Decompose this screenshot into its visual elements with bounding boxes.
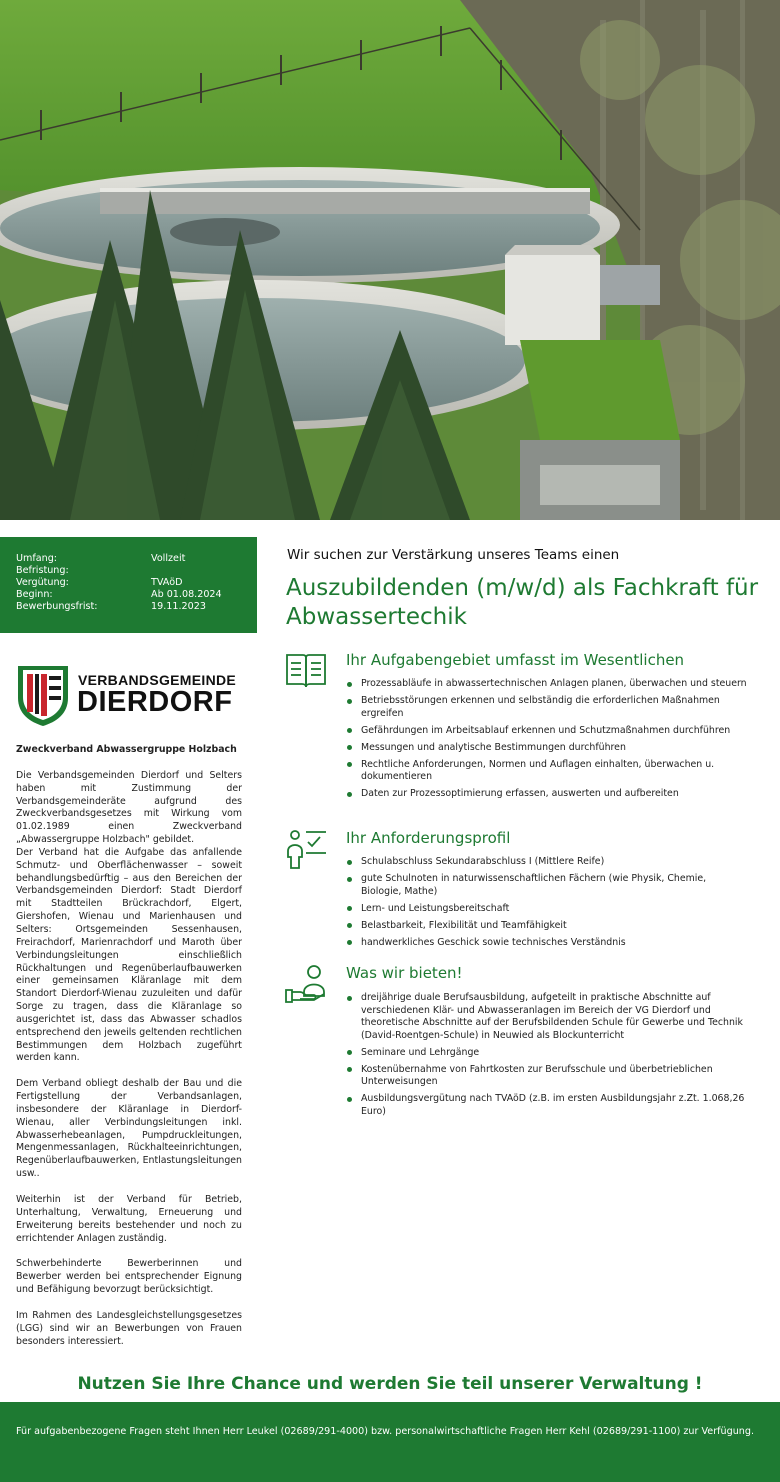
info-key: Bewerbungsfrist:	[16, 601, 98, 612]
info-key: Befristung:	[16, 565, 69, 576]
list-item: Rechtliche Anforderungen, Normen und Auflagen einhalten, überwachen u. dokumentieren	[346, 759, 748, 784]
info-value	[151, 565, 241, 577]
left-column	[16, 744, 242, 1348]
info-value: TVAöD	[151, 577, 183, 588]
contact-text: Für aufgabenbezogene Fragen steht Ihnen Herr Leukel (02689/291-4000) bzw. personalwirtschaftliche Fragen Herr Kehl (02689/291-1100) zur Verfügung.	[16, 1426, 754, 1437]
logo-line2: DIERDORF	[77, 686, 233, 718]
list-item: Lern- und Leistungsbereitschaft	[346, 903, 748, 916]
intro-text: Wir suchen zur Verstärkung unseres Teams einen	[287, 547, 620, 563]
info-row-umfang	[16, 553, 241, 565]
requirements-list	[346, 856, 748, 954]
list-item: Messungen und analytische Bestimmungen durchführen	[346, 742, 748, 755]
open-book-icon	[284, 651, 328, 691]
info-row-befristung	[16, 565, 241, 577]
info-key: Vergütung:	[16, 577, 69, 588]
info-key: Beginn:	[16, 589, 53, 600]
body-paragraph: Der Verband hat die Aufgabe das anfallende Schmutz- und Oberflächenwasser – soweit behandlungsbedürftig – aus den Bereichen der Verbandsgemeinden Dierdorf: Stadt Dierdorf mit Stadtteilen Brückrachdorf, Elgert, Giershofen, Wienau und Marienhausen und Selters: Ortsgemeinden Sessenhausen, Freirachdorf, Marienrachdorf und Maroth über Verbindungsleitungen einschließlich Rückhaltungen und Regenüberlaufbauwerken einer gemeinsamen Kläranlage mit dem Standort Dierdorf-Wienau zuzuleiten und dafür Sorge zu tragen, dass die Kläranlage so ausgerichtet ist, dass das Abwasser schadlos entsprechend den jeweils geltenden rechtlichen Bestimmungen dem Holzbach zugeführt werden kann.	[16, 846, 242, 1064]
contact-footer	[0, 1402, 780, 1482]
coat-of-arms-icon	[16, 664, 70, 728]
body-paragraph: Schwerbehinderte Bewerberinnen und Bewerber werden bei entsprechender Eignung und Befähigung bevorzugt berücksichtigt.	[16, 1258, 242, 1296]
body-paragraph: Im Rahmen des Landesgleichstellungsgesetzes (LGG) sind wir an Bewerbungen von Frauen besonders interessiert.	[16, 1309, 242, 1347]
list-item: Prozessabläufe in abwassertechnischen Anlagen planen, überwachen und steuern	[346, 678, 748, 691]
body-paragraph: Weiterhin ist der Verband für Betrieb, Unterhaltung, Verwaltung, Erneuerung und Erweiterung bereits bestehender und noch zu errichtender Anlagen zuständig.	[16, 1194, 242, 1244]
list-item: Betriebsstörungen erkennen und selbständig die erforderlichen Maßnahmen ergreifen	[346, 695, 748, 720]
list-item: Belastbarkeit, Flexibilität und Teamfähigkeit	[346, 920, 748, 933]
info-row-beginn	[16, 589, 241, 601]
list-item: handwerkliches Geschick sowie technisches Verständnis	[346, 937, 748, 950]
organization-logo	[16, 664, 256, 730]
info-value: 19.11.2023	[151, 601, 206, 612]
org-heading: Zweckverband Abwassergruppe Holzbach	[16, 744, 237, 755]
list-item: gute Schulnoten in naturwissenschaftlichen Fächern (wie Physik, Chemie, Biologie, Mathe)	[346, 873, 748, 898]
list-item: dreijährige duale Berufsausbildung, aufgeteilt in praktische Abschnitte auf verschiedenen Klär- und Abwasseranlagen im Bereich der VG Dierdorf und theoretische Abschnitte auf der Berufsbildenden Schule für Gewerbe und Technik (David-Roentgen-Schule) in Neuwied als Blockunterricht	[346, 992, 748, 1042]
info-value: Vollzeit	[151, 553, 186, 564]
call-to-action: Nutzen Sie Ihre Chance und werden Sie teil unserer Verwaltung !	[77, 1374, 703, 1394]
body-paragraph: Die Verbandsgemeinden Dierdorf und Selters haben mit Zustimmung der Verbandsgemeinderäte aufgrund des Zweckverbandsgesetzes mit Wirkung vom 01.02.1989 einen Zweckverband „Abwassergruppe Holzbach" gebildet.	[16, 769, 242, 846]
person-checklist-icon	[284, 829, 328, 869]
section-title-tasks: Ihr Aufgabengebiet umfasst im Wesentlichen	[346, 651, 685, 669]
list-item: Ausbildungsvergütung nach TVAöD (z.B. im ersten Ausbildungsjahr z.Zt. 1.068,26 Euro)	[346, 1093, 748, 1118]
offer-list	[346, 992, 748, 1123]
job-title: Auszubildenden (m/w/d) als Fachkraft für Abwassertechik	[286, 575, 759, 630]
body-paragraph: Dem Verband obliegt deshalb der Bau und die Fertigstellung der Verbandsanlagen, insbesondere der Kläranlage in Dierdorf-Wienau, aller Verbindungsleitungen inkl. Abwasserhebeanlagen, Pumpdruckleitungen, Mengenmessanlagen, Rückhalteeinrichtungen, Regenüberlaufbauwerken, Entlastungsleitungen usw..	[16, 1078, 242, 1180]
list-item: Daten zur Prozessoptimierung erfassen, auswerten und aufbereiten	[346, 788, 748, 801]
list-item: Gefährdungen im Arbeitsablauf erkennen und Schutzmaßnahmen durchführen	[346, 725, 748, 738]
tasks-list	[346, 678, 748, 805]
hand-person-icon	[284, 964, 328, 1004]
section-title-requirements: Ihr Anforderungsprofil	[346, 829, 511, 847]
list-item: Seminare und Lehrgänge	[346, 1047, 748, 1060]
logo-line1: VERBANDSGEMEINDE	[78, 672, 237, 688]
section-title-offer: Was wir bieten!	[346, 964, 463, 982]
job-info-box	[0, 537, 257, 633]
list-item: Schulabschluss Sekundarabschluss I (Mittlere Reife)	[346, 856, 748, 869]
list-item: Kostenübernahme von Fahrtkosten zur Berufsschule und überbetrieblichen Unterweisungen	[346, 1064, 748, 1089]
hero-photo	[0, 0, 780, 520]
info-row-verguetung	[16, 577, 241, 589]
info-row-bewerbungsfrist	[16, 601, 241, 613]
info-key: Umfang:	[16, 553, 58, 564]
info-value: Ab 01.08.2024	[151, 589, 222, 600]
